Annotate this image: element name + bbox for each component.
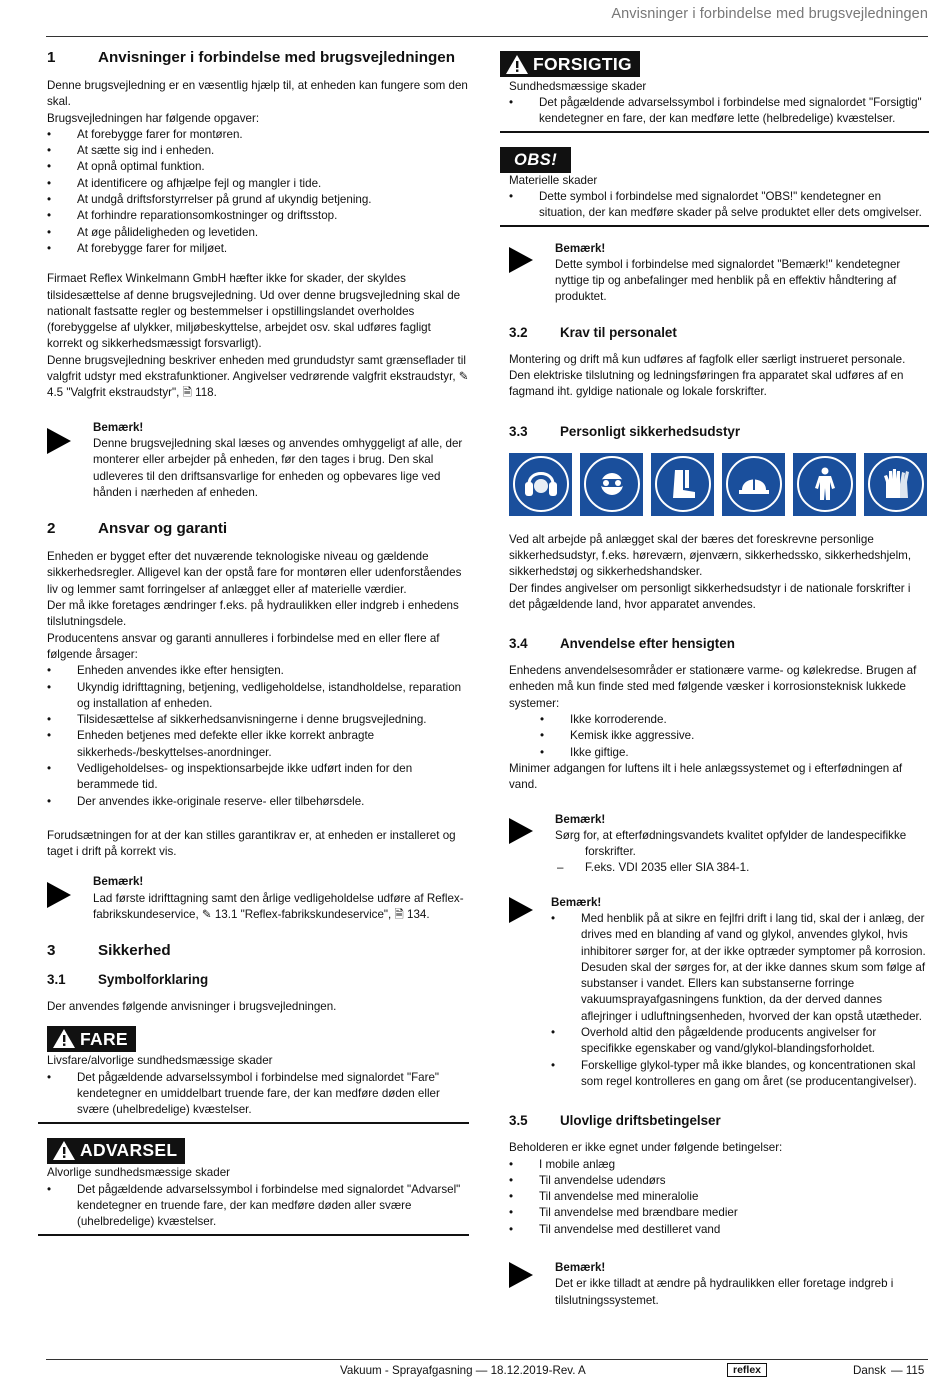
arrow-right-icon bbox=[509, 897, 533, 923]
list-item: • Enheden betjenes med defekte eller ikke korrekt anbragte sikkerheds-/beskyttelses-anordninger. bbox=[47, 728, 469, 761]
list-item: • Ikke korroderende. bbox=[509, 712, 929, 728]
list-item: • At forhindre reparationsomkostninger og driftsstop. bbox=[47, 208, 469, 224]
section-3-4-heading: 3.4 Anvendelse efter hensigten bbox=[509, 636, 735, 652]
reflex-logo: reflex bbox=[727, 1363, 767, 1377]
danger-sign: FARE bbox=[47, 1026, 136, 1052]
list-item: • Ikke giftige. bbox=[509, 745, 929, 761]
s34-fluid-list bbox=[509, 712, 929, 761]
s32-p1: Montering og drift må kun udføres af fagfolk eller særligt instrueret personale. bbox=[509, 352, 906, 366]
left-column bbox=[47, 48, 469, 1236]
s1-task-list bbox=[47, 127, 469, 257]
list-item: • Vedligeholdelses- og inspektionsarbejde ikke udført inden for den berammede tid. bbox=[47, 761, 469, 794]
s2-cause-list bbox=[47, 663, 469, 810]
obs-sign: OBS! bbox=[500, 147, 571, 173]
s34-p1: Enhedens anvendelsesområder er stationære varme- og kølekredse. Brugen af enheden må kun finde sted med følgende væsker i korrosionsteknisk lukkede systemer: bbox=[509, 664, 917, 710]
danger-notice: FARE Livsfare/alvorlige sundhedsmæssige skader • Det pågældende advarselssymbol i forbindelse med signalordet "Fare" kendetegner en umiddelbart truende fare, der kan medføre døden eller svære (uhelbredelige) kvæstelser. bbox=[38, 1026, 469, 1124]
list-item: • At øge pålideligheden og levetiden. bbox=[47, 225, 469, 241]
warning-triangle-icon bbox=[53, 1141, 75, 1160]
note-box: Bemærk! Lad første idrifttagning samt den årlige vedligeholdelse udføre af Reflex-fabrikskundeservice, ✎ 13.1 "Reflex-fabrikskundeservice", 🗎 134. bbox=[47, 874, 469, 923]
section-3-5-heading: 3.5 Ulovlige driftsbetingelser bbox=[509, 1113, 721, 1129]
footer-rule bbox=[46, 1359, 928, 1360]
list-item: • Med henblik på at sikre en fejlfri drift i lang tid, skal der i anlæg, der drives med en blanding af vand og glykol, anvendes glykol, hvis inhibitorer sørger for, at der ikke optræder symptomer på korrosion. Desuden skal der sørges for, at der ikke dannes skum som følge af substanser i vandet. Ellers kan substanserne forringe vakuumsprayafgasningens funktion, da der derved dannes aflejringer i udluftningsenheden, hvorved der kan opstå utætheder. bbox=[551, 911, 929, 1025]
list-item: • Til anvendelse udendørs bbox=[509, 1173, 929, 1189]
s33-p1: Ved alt arbejde på anlægget skal der bæres det foreskrevne personlige sikkerhedsudstyr, f.eks. høreværn, øjenværn, sikkerhedssko, sikkerhedshjelm, sikkerhedstøj og sikkerhedshandsker. bbox=[509, 532, 912, 579]
arrow-right-icon bbox=[47, 428, 71, 454]
arrow-right-icon bbox=[509, 818, 533, 844]
section-1-heading: 1 Anvisninger i forbindelse med brugsvejledningen bbox=[47, 49, 455, 66]
list-item: • Enheden anvendes ikke efter hensigten. bbox=[47, 663, 469, 679]
arrow-right-icon bbox=[509, 247, 533, 273]
list-item: • At opnå optimal funktion. bbox=[47, 159, 469, 175]
s1-scope-text: Denne brugsvejledning beskriver enheden med grundudstyr samt grænseflader til valgfrit udstyr med ekstrafunktioner. Angivelser vedrørende valgfrit ekstraudstyr, ✎ 4.5 "Valgfrit ekstraudstyr", 🗎 118. bbox=[47, 353, 469, 400]
s32-p2: Den elektriske tilslutning og ledningsføringen fra apparatet skal udføres af en fagmand iht. gyldige nationale og lokale forskrifter. bbox=[509, 369, 904, 399]
list-item: • Forskellige glykol-typer må ikke blandes, og koncentrationen skal som regel kontrolleres en gang om året (se producentangivelser). bbox=[551, 1058, 929, 1091]
s1-intro: Denne brugsvejledning er en væsentlig hjælp til, at enheden kan fungere som den skal. bbox=[47, 79, 468, 109]
list-item: • Det pågældende advarselssymbol i forbindelse med signalordet "Fare" kendetegner en umiddelbart truende fare, der kan medføre døden eller svære (uhelbredelige) kvæstelser. bbox=[47, 1070, 469, 1119]
arrow-right-icon bbox=[509, 1262, 533, 1288]
s33-p2: Der findes angivelser om personligt sikkerhedsudstyr i de nationale forskrifter i det pågældende land, hvor apparatet anvendes. bbox=[509, 581, 911, 611]
arrow-right-icon bbox=[47, 882, 71, 908]
list-item: • Til anvendelse med brændbare medier bbox=[509, 1205, 929, 1221]
note-box: Bemærk! Denne brugsvejledning skal læses og anvendes omhyggeligt af alle, der monterer eller arbejder på enheden, før den tages i brug. Den skal udleveres til den driftsansvarlige for enheden og opbevares lige ved hånden i nærheden af enheden. bbox=[47, 420, 469, 501]
section-3-heading: 3 Sikkerhed bbox=[47, 942, 171, 960]
ppe-pictograms bbox=[509, 447, 929, 522]
list-item: • Overhold altid den pågældende producents angivelser for specifikke egenskaber og vand/glykol-blandingsforholdet. bbox=[551, 1025, 929, 1058]
s31-intro: Der anvendes følgende anvisninger i brugsvejledningen. bbox=[47, 1000, 337, 1014]
caution-sign: FORSIGTIG bbox=[500, 51, 640, 77]
list-item: • Til anvendelse med destilleret vand bbox=[509, 1222, 929, 1238]
hard-hat-icon bbox=[722, 453, 785, 516]
list-item: • At forebygge farer for miljøet. bbox=[47, 241, 469, 257]
section-3-1-heading: 3.1 Symbolforklaring bbox=[47, 972, 209, 988]
list-item: • Det pågældende advarselssymbol i forbindelse med signalordet "Advarsel" kendetegner en truende fare, der kan medføre døden aller svære (uhelbredelige) kvæstelser. bbox=[47, 1182, 469, 1231]
section-3-3-heading: 3.3 Personligt sikkerhedsudstyr bbox=[509, 423, 741, 439]
footer-language: Dansk bbox=[853, 1364, 886, 1377]
list-item: • At identificere og afhjælpe fejl og mangler i tide. bbox=[47, 176, 469, 192]
list-item: • Det pågældende advarselssymbol i forbindelse med signalordet "Forsigtig" kendetegner en fare, der kan medføre lette (helbredelige) kvæstelser. bbox=[509, 95, 929, 128]
list-item: • At forebygge farer for montøren. bbox=[47, 127, 469, 143]
s2-p1: Enheden er bygget efter det nuværende teknologiske niveau og gældende sikkerhedsregler. Alligevel kan der opstå fare for montøren eller udenforståendes liv og lemmer samt forringelser af anlægget eller af materielle værdier. bbox=[47, 550, 462, 596]
header-rule bbox=[46, 36, 928, 37]
note-box: Bemærk! Det er ikke tilladt at ændre på hydraulikken eller foretage indgreb i tilslutningssystemet. bbox=[509, 1260, 929, 1309]
note-box: Bemærk! Sørg for, at efterfødningsvandets kvalitet opfylder de landespecifikke forskrifter. – F.eks. VDI 2035 eller SIA 384-1. bbox=[509, 812, 929, 877]
warning-triangle-icon bbox=[506, 55, 528, 74]
list-item: • At sætte sig ind i enheden. bbox=[47, 143, 469, 159]
running-header: Anvisninger i forbindelse med brugsvejledningen bbox=[611, 6, 928, 22]
note-box: Bemærk! • Med henblik på at sikre en fejlfri drift i lang tid, skal der i anlæg, der drives med en blanding af vand og glykol, anvendes glykol, hvis inhibitorer sørger for, at der ikke optræder symptomer på korrosion. Desuden skal der sørges for, at der ikke dannes skum som følge af substanser i vandet. Ellers kan substanserne forringe vakuumsprayafgasningens funktion, da der derved dannes aflejringer i udluftningsenheden, hvorved der kan opstå utætheder. • Overhold altid den pågældende producents angivelser for specifikke egenskaber og vand/glykol-blandingsforholdet. • Forskellige glykol-typer må ikke blandes, og koncentrationen skal som regel kontrolleres en gang om året (se producentangivelser). bbox=[509, 895, 929, 1091]
right-column bbox=[509, 51, 929, 1309]
list-item: • Tilsidesættelse af sikkerhedsanvisningerne i denne brugsvejledning. bbox=[47, 712, 469, 728]
warning-triangle-icon bbox=[53, 1029, 75, 1048]
warning-notice: ADVARSEL Alvorlige sundhedsmæssige skader • Det pågældende advarselssymbol i forbindelse med signalordet "Advarsel" kendetegner en truende fare, der kan medføre døden aller svære (uhelbredelige) kvæstelser. bbox=[38, 1138, 469, 1236]
list-item: • Dette symbol i forbindelse med signalordet "OBS!" kendetegner en situation, der kan medføre skader på selve produktet eller dets omgivelser. bbox=[509, 189, 929, 222]
s2-p3: Producentens ansvar og garanti annulleres i forbindelse med en eller flere af følgende årsager: bbox=[47, 631, 440, 661]
eye-protection-icon bbox=[580, 453, 643, 516]
list-item: • At undgå driftsforstyrrelser på grund af ukyndig betjening. bbox=[47, 192, 469, 208]
list-item: • Der anvendes ikke-originale reserve- eller tilbehørsdele. bbox=[47, 794, 469, 810]
s34-p2: Minimer adgangen for luftens ilt i hele anlægssystemet og i efterfødningen af vand. bbox=[509, 761, 903, 792]
s35-condition-list bbox=[509, 1157, 929, 1238]
section-2-heading: 2 Ansvar og garanti bbox=[47, 520, 228, 538]
protective-suit-icon bbox=[793, 453, 856, 516]
notice-notice: OBS! Materielle skader • Dette symbol i forbindelse med signalordet "OBS!" kendetegner en situation, der kan medføre skader på selve produktet eller dets omgivelser. bbox=[500, 147, 929, 227]
list-item: • Kemisk ikke aggressive. bbox=[509, 728, 929, 744]
section-3-2-heading: 3.2 Krav til personalet bbox=[509, 324, 677, 340]
list-item: • Til anvendelse med mineralolie bbox=[509, 1189, 929, 1205]
s34-glycol-list bbox=[551, 911, 929, 1090]
protective-gloves-icon bbox=[864, 453, 927, 516]
list-item: • Ukyndig idrifttagning, betjening, vedligeholdelse, istandholdelse, reparation og installation af enheden. bbox=[47, 680, 469, 713]
caution-notice: FORSIGTIG Sundhedsmæssige skader • Det pågældende advarselssymbol i forbindelse med signalordet "Forsigtig" kendetegner en fare, der kan medføre lette (helbredelige) kvæstelser. bbox=[500, 51, 929, 133]
ear-protection-icon bbox=[509, 453, 572, 516]
page-number: — 115 bbox=[891, 1364, 925, 1377]
s2-p4: Forudsætningen for at der kan stilles garantikrav er, at enheden er installeret og taget i drift på korrekt vis. bbox=[47, 828, 456, 859]
s2-p2: Der må ikke foretages ændringer f.eks. på hydraulikken eller indgreb i enhedens tilslutningsdele. bbox=[47, 599, 459, 629]
s35-p1: Beholderen er ikke egnet under følgende betingelser: bbox=[509, 1141, 783, 1155]
list-item: • I mobile anlæg bbox=[509, 1157, 929, 1173]
s1-tasks-intro: Brugsvejledningen har følgende opgaver: bbox=[47, 111, 260, 125]
warning-sign: ADVARSEL bbox=[47, 1138, 185, 1164]
s1-liability-text: Firmaet Reflex Winkelmann GmbH hæfter ikke for skader, der skyldes tilsidesættelse af denne brugsvejledning. Ud over denne brugsvejledning skal de nationalt fastsatte regler og bestemmelser i opstillingslandet overholdes (forebyggelse af ulykker, miljøbeskyttelse, arbejdet osv. skal udføres fagligt korrekt og sikkerhedsmæssigt forsvarligt). bbox=[47, 272, 461, 351]
footer-doc-title: Vakuum - Sprayafgasning — 18.12.2019-Rev. A bbox=[340, 1364, 586, 1377]
note-box: Bemærk! Dette symbol i forbindelse med signalordet "Bemærk!" kendetegner nyttige tip og anbefalinger med henblik på en effektiv håndtering af produktet. bbox=[509, 241, 929, 306]
safety-boots-icon bbox=[651, 453, 714, 516]
